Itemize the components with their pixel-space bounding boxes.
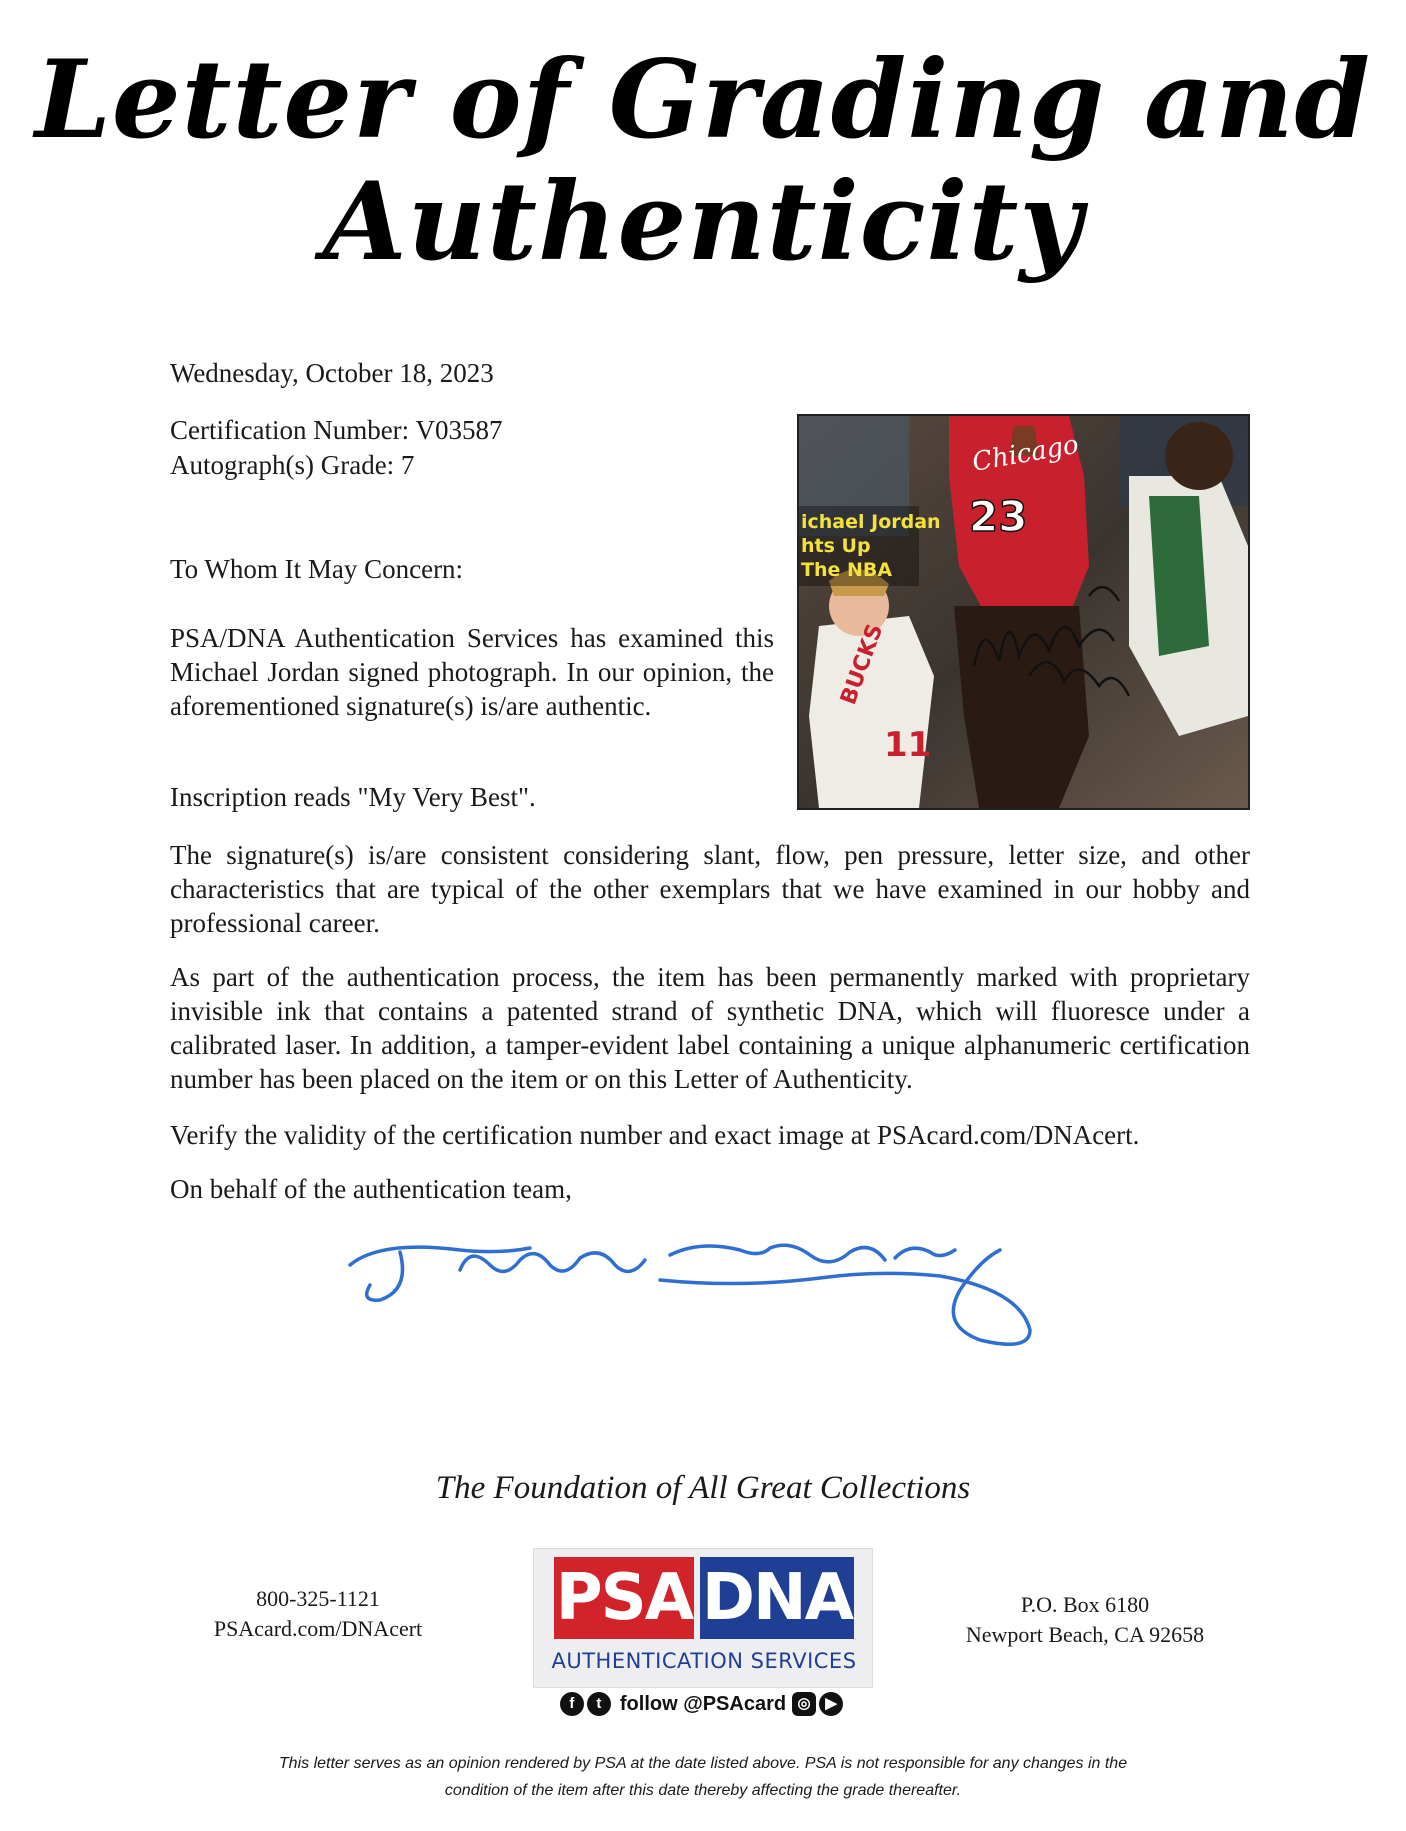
autograph-grade: Autograph(s) Grade: 7: [170, 450, 415, 480]
instagram-icon[interactable]: ◎: [792, 1692, 816, 1716]
jersey-script-text: Chicago: [970, 429, 1081, 478]
facebook-icon[interactable]: f: [560, 1692, 584, 1716]
disclaimer: [160, 1750, 1246, 1804]
youtube-icon[interactable]: ▶: [819, 1692, 843, 1716]
letter-title-line2: Authenticity: [322, 159, 1084, 285]
photo-headline-line2: hts Up: [801, 535, 871, 557]
dna-logo-block: DNA: [700, 1557, 854, 1639]
disclaimer-line2: condition of the item after this date thereby affecting the grade thereafter.: [444, 1782, 962, 1799]
salutation: To Whom It May Concern:: [170, 554, 464, 584]
letter-date: Wednesday, October 18, 2023: [170, 358, 494, 388]
verify-paragraph: Verify the validity of the certification number and exact image at PSAcard.com/DNAcert.: [170, 1120, 1140, 1150]
disclaimer-line1: This letter serves as an opinion rendered by PSA at the date listed above. PSA is not responsible for any changes in the: [278, 1755, 1128, 1772]
closing-line: On behalf of the authentication team,: [170, 1174, 572, 1204]
consistency-paragraph: The signature(s) is/are consistent considering slant, flow, pen pressure, letter size, and other characteristics that are typical of the other exemplars that we have examined in our hobby and professional career.: [170, 840, 1250, 938]
opponent-jersey-text: BUCKS: [836, 620, 889, 709]
twitter-icon[interactable]: t: [587, 1692, 611, 1716]
photo-headline-line1: ichael Jordan: [801, 511, 941, 533]
inscription-paragraph: Inscription reads "My Very Best".: [170, 782, 536, 812]
contact-left: [168, 1584, 468, 1644]
authentication-services-label: AUTHENTICATION SERVICES: [551, 1649, 857, 1673]
website-link[interactable]: PSAcard.com/DNAcert: [213, 1616, 423, 1641]
psa-logo-block: PSA: [554, 1557, 694, 1639]
contact-right: [930, 1590, 1240, 1650]
social-row: [533, 1692, 873, 1716]
process-paragraph: As part of the authentication process, the item has been permanently marked with proprietary invisible ink that contains a patented strand of synthetic DNA, which will fluoresce under a calibrated laser. In addition, a tamper-evident label containing a unique alphanumeric certification number has been placed on the item or on this Letter of Authenticity.: [170, 962, 1250, 1094]
signed-photograph: [797, 414, 1250, 810]
photo-headline-line3: The NBA: [801, 559, 893, 581]
examination-paragraph: PSA/DNA Authentication Services has examined this Michael Jordan signed photograph. In our opinion, the aforementioned signature(s) is/are authentic.: [170, 623, 774, 721]
psa-dna-logo: [533, 1548, 873, 1688]
letter-title-line1: Letter of Grading and: [34, 37, 1372, 163]
tagline: The Foundation of All Great Collections: [435, 1470, 971, 1506]
city-address: Newport Beach, CA 92658: [965, 1622, 1205, 1647]
opponent-jersey-number: 11: [884, 725, 932, 765]
authenticator-signature: [340, 1230, 1100, 1360]
certification-number: Certification Number: V03587: [170, 415, 503, 445]
phone-number: 800-325-1121: [256, 1586, 380, 1611]
jersey-number: 23: [969, 492, 1028, 541]
follow-handle[interactable]: follow @PSAcard: [619, 1692, 787, 1715]
po-box: P.O. Box 6180: [1020, 1592, 1150, 1617]
